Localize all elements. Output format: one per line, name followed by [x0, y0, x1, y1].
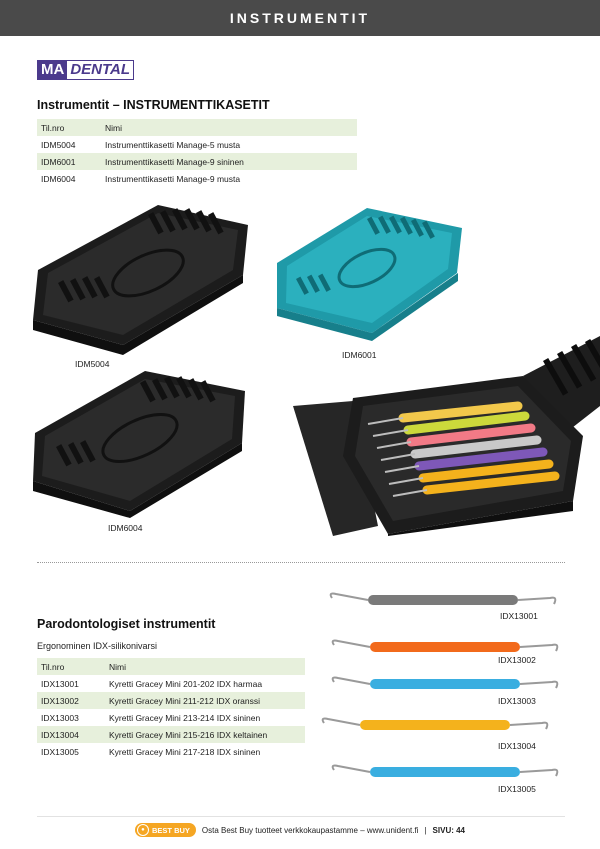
cassette-idm6004-image: [30, 363, 255, 518]
cassette-idm5004-image: [28, 195, 258, 355]
column-header-name: Nimi: [101, 119, 357, 136]
curette-handle: [370, 679, 520, 689]
table-row: [37, 692, 305, 709]
product-code: IDM6004: [41, 173, 76, 184]
table-row: [37, 709, 305, 726]
caption-idm6001: IDM6001: [342, 350, 377, 360]
product-name: Kyretti Gracey Mini 201-202 IDX harmaa: [109, 678, 263, 689]
product-name: Instrumenttikasetti Manage-9 sininen: [101, 153, 357, 170]
curette-image: [330, 674, 560, 694]
section-divider: [37, 562, 565, 563]
curette-table: [37, 658, 305, 760]
product-name: Kyretti Gracey Mini 211-212 IDX oranssi: [105, 692, 305, 709]
curette-image: [330, 762, 560, 782]
product-name: Instrumenttikasetti Manage-5 musta: [105, 139, 241, 150]
product-code: IDM6001: [37, 153, 101, 170]
footer-separator: |: [424, 825, 427, 835]
product-name: Kyretti Gracey Mini 215-216 IDX keltainen: [105, 726, 305, 743]
curette-handle: [370, 767, 520, 777]
product-code: IDX13001: [41, 678, 79, 689]
page-header: [0, 0, 600, 36]
column-header-code: Til.nro: [37, 119, 101, 136]
table-row: [37, 136, 357, 153]
product-code: IDX13003: [41, 712, 79, 723]
page-number: SIVU: 44: [432, 825, 466, 835]
table-header-row: [37, 119, 357, 136]
product-code: IDX13002: [37, 692, 105, 709]
curette-image: [330, 637, 560, 657]
caption-idx13005: IDX13005: [498, 784, 536, 794]
logo-ma: MA: [38, 61, 67, 79]
coin-icon: ●: [137, 824, 149, 836]
footer-divider: [37, 816, 565, 817]
curette-handle: [370, 642, 520, 652]
caption-idx13004: IDX13004: [498, 741, 536, 751]
table-row: [37, 170, 357, 187]
product-code: IDM5004: [41, 139, 76, 150]
page-header-title: INSTRUMENTIT: [229, 10, 371, 26]
caption-idx13003: IDX13003: [498, 696, 536, 706]
best-buy-label: BEST BUY: [151, 825, 190, 835]
table-row: [37, 153, 357, 170]
footer-text: Osta Best Buy tuotteet verkkokaupastamme – www.unident.fi: [201, 825, 419, 835]
section-subtitle-periodontal: Ergonominen IDX-silikonivarsi: [37, 641, 158, 651]
best-buy-badge[interactable]: [135, 823, 196, 837]
product-name: Kyretti Gracey Mini 217-218 IDX sininen: [109, 746, 261, 757]
caption-idm5004: IDM5004: [75, 359, 110, 369]
section-title-cassettes: Instrumentit – INSTRUMENTTIKASETIT: [37, 98, 270, 112]
caption-idx13002: IDX13002: [498, 655, 536, 665]
curette-handle: [368, 595, 518, 605]
product-code: IDX13004: [37, 726, 105, 743]
table-header-row: [37, 658, 305, 675]
ma-dental-logo: [37, 60, 134, 80]
curette-handle: [360, 720, 510, 730]
product-code: IDX13005: [41, 746, 79, 757]
column-header-code: Til.nro: [37, 658, 105, 675]
table-row: [37, 743, 305, 760]
section-title-periodontal: Parodontologiset instrumentit: [37, 617, 216, 631]
caption-idx13001: IDX13001: [500, 611, 538, 621]
page-footer: [0, 822, 600, 838]
curette-image: [328, 590, 558, 610]
logo-dental: DENTAL: [70, 61, 131, 78]
open-cassette-with-instruments-image: [293, 336, 600, 536]
cassette-table: [37, 119, 357, 187]
product-name: Instrumenttikasetti Manage-9 musta: [105, 173, 241, 184]
cassette-idm6001-image: [272, 203, 472, 343]
caption-idm6004: IDM6004: [108, 523, 143, 533]
table-row: [37, 675, 305, 692]
column-header-name: Nimi: [105, 658, 305, 675]
product-name: Kyretti Gracey Mini 213-214 IDX sininen: [109, 712, 261, 723]
table-row: [37, 726, 305, 743]
curette-image: [320, 715, 550, 735]
